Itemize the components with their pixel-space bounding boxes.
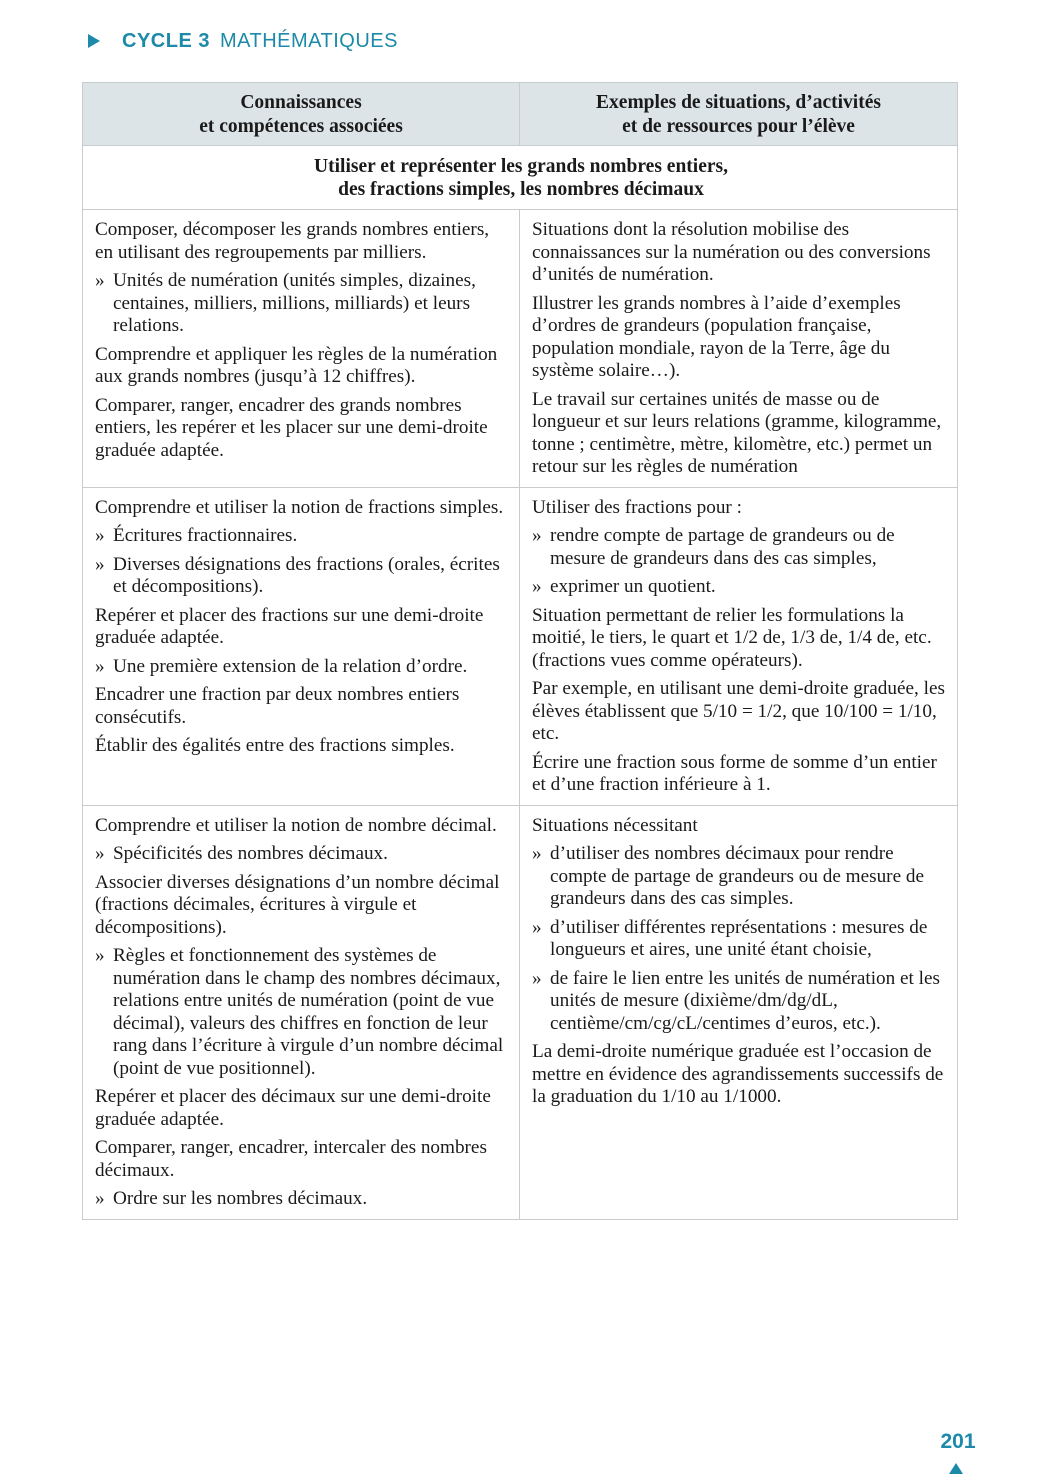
- paragraph: Utiliser des fractions pour :: [532, 496, 742, 518]
- section-title-line: Utiliser et représenter les grands nombres entiers,: [314, 156, 728, 177]
- column-header-line: Connaissances: [240, 92, 362, 113]
- page-number: 201: [940, 1430, 976, 1453]
- bullet-glyph: »: [532, 916, 542, 938]
- bullet-text: Unités de numération (unités simples, dizaines, centaines, milliers, millions, milliards) et leurs relations.: [113, 270, 476, 336]
- bullet-glyph: »: [95, 945, 105, 966]
- paragraph: La demi-droite numérique graduée est l’occasion de mettre en évidence des agrandissements successifs de la graduation du 1/10 au 1/1000.: [532, 1041, 944, 1107]
- section-title-line: des fractions simples, les nombres décimaux: [338, 179, 704, 200]
- bullet-glyph: »: [95, 843, 105, 864]
- bullet-text: de faire le lien entre les unités de numération et les unités de mesure (dixième/dm/dg/dL, centième/cm/cg/cL/centimes d’euros, etc.).: [550, 967, 940, 1034]
- examples-cell: [520, 805, 958, 1219]
- running-header: [88, 27, 398, 55]
- bullet-item: [95, 554, 509, 599]
- bullet-item: [532, 525, 947, 570]
- paragraph: Établir des égalités entre des fractions simples.: [95, 735, 455, 756]
- paragraph: Situation permettant de relier les formulations la moitié, le tiers, le quart et 1/2 de, 1/3 de, 1/4 de, etc. (fractions vues comme opérateurs).: [532, 604, 932, 671]
- paragraph: Illustrer les grands nombres à l’aide d’exemples d’ordres de grandeurs (population française, population mondiale, rayon de la Terre, âge du système solaire…).: [532, 292, 901, 381]
- paragraph: Situations nécessitant: [532, 814, 698, 836]
- table-header-row: [83, 83, 958, 146]
- section-title: [83, 146, 958, 210]
- paragraph: Repérer et placer des décimaux sur une demi-droite graduée adaptée.: [95, 1086, 491, 1130]
- bullet-item: [532, 576, 947, 599]
- examples-cell: [520, 487, 958, 805]
- play-triangle-icon: [88, 34, 100, 48]
- bullet-text: Spécificités des nombres décimaux.: [113, 843, 388, 864]
- table-row: [83, 487, 958, 805]
- bullet-glyph: »: [532, 525, 542, 546]
- subject-label: MATHÉMATIQUES: [219, 29, 398, 52]
- curriculum-table: [82, 82, 958, 1220]
- paragraph: Comprendre et appliquer les règles de la numération aux grands nombres (jusqu’à 12 chiffres).: [95, 343, 498, 387]
- bullet-item: [532, 843, 947, 911]
- bullet-glyph: »: [95, 655, 105, 677]
- bullet-glyph: »: [95, 525, 105, 546]
- examples-cell: [520, 210, 958, 488]
- bullet-item: [532, 917, 947, 962]
- column-header-line: et de ressources pour l’élève: [622, 116, 855, 137]
- paragraph: Comparer, ranger, encadrer des grands nombres entiers, les repérer et les placer sur une demi-droite graduée adaptée.: [95, 394, 488, 461]
- knowledge-cell: [83, 210, 520, 488]
- bullet-text: Une première extension de la relation d’ordre.: [113, 655, 468, 677]
- paragraph: Associer diverses désignations d’un nombre décimal (fractions décimales, écritures à virgule et décompositions).: [95, 871, 500, 938]
- bullet-item: [95, 270, 509, 338]
- column-header-line: et compétences associées: [199, 116, 403, 137]
- bullet-text: rendre compte de partage de grandeurs ou de mesure de grandeurs dans des cas simples,: [550, 525, 895, 569]
- bullet-glyph: »: [532, 843, 542, 864]
- bullet-text: Diverses désignations des fractions (orales, écrites et décompositions).: [113, 553, 500, 597]
- bullet-item: [95, 1188, 509, 1211]
- paragraph: Écrire une fraction sous forme de somme d’un entier et d’une fraction inférieure à 1.: [532, 751, 937, 795]
- bullet-text: d’utiliser des nombres décimaux pour rendre compte de partage de grandeurs ou de mesure de grandeurs dans des cas simples.: [550, 843, 924, 909]
- paragraph: Comprendre et utiliser la notion de fractions simples.: [95, 496, 504, 518]
- bullet-glyph: »: [95, 553, 105, 575]
- knowledge-cell: [83, 487, 520, 805]
- paragraph: Encadrer une fraction par deux nombres entiers consécutifs.: [95, 684, 460, 728]
- bullet-text: exprimer un quotient.: [550, 576, 716, 597]
- bullet-glyph: »: [95, 270, 105, 291]
- bullet-item: [95, 843, 509, 866]
- cycle-label: CYCLE 3: [122, 29, 210, 52]
- bullet-text: d’utiliser différentes représentations : mesures de longueurs et aires, une unité étant choisie,: [550, 916, 928, 960]
- section-row: [83, 146, 958, 210]
- paragraph: Repérer et placer des fractions sur une demi-droite graduée adaptée.: [95, 604, 484, 648]
- bullet-item: [95, 525, 509, 548]
- bullet-item: [95, 656, 509, 679]
- paragraph: Situations dont la résolution mobilise des connaissances sur la numération ou des conversions d’unités de numération.: [532, 219, 931, 285]
- paragraph: Le travail sur certaines unités de masse ou de longueur et sur leurs relations (gramme, kilogramme, tonne ; centimètre, mètre, kilomètre, etc.) permet un retour sur les règles de numération: [532, 388, 942, 477]
- table-row: [83, 805, 958, 1219]
- paragraph: Composer, décomposer les grands nombres entiers, en utilisant des regroupements par milliers.: [95, 219, 490, 263]
- column-header-line: Exemples de situations, d’activités: [596, 92, 881, 113]
- up-triangle-icon: [949, 1463, 963, 1474]
- bullet-text: Écritures fractionnaires.: [113, 525, 298, 546]
- bullet-item: [95, 945, 509, 1080]
- bullet-glyph: »: [532, 967, 542, 989]
- column-header-examples: [520, 83, 958, 146]
- column-header-knowledge: [83, 83, 520, 146]
- bullet-text: Règles et fonctionnement des systèmes de numération dans le champ des nombres décimaux, relations entre unités de numération (point de vue décimal), valeurs des chiffres en fonction de leur rang dans l’écriture à virgule d’un nombre décimal (point de vue positionnel).: [113, 945, 504, 1079]
- paragraph: Comparer, ranger, encadrer, intercaler des nombres décimaux.: [95, 1137, 487, 1181]
- bullet-item: [532, 968, 947, 1036]
- paragraph: Comprendre et utiliser la notion de nombre décimal.: [95, 814, 497, 836]
- bullet-glyph: »: [95, 1188, 105, 1209]
- bullet-glyph: »: [532, 576, 542, 597]
- table-row: [83, 210, 958, 488]
- paragraph: Par exemple, en utilisant une demi-droite graduée, les élèves établissent que 5/10 = 1/2, que 10/100 = 1/10, etc.: [532, 678, 945, 744]
- knowledge-cell: [83, 805, 520, 1219]
- bullet-text: Ordre sur les nombres décimaux.: [113, 1188, 368, 1209]
